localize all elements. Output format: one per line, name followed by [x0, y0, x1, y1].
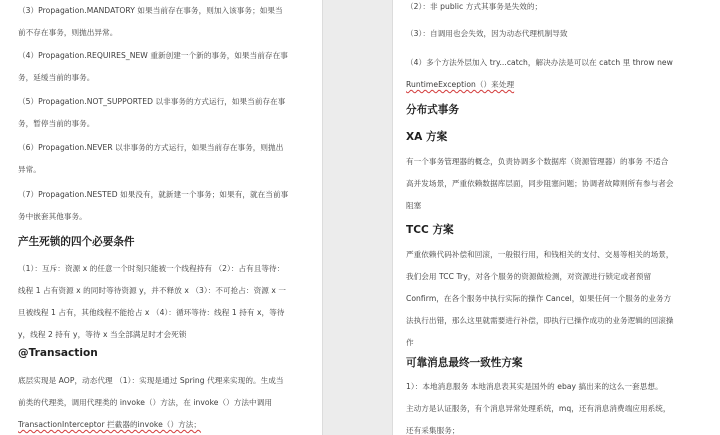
text-line: 法执行出错，那么这里就需要进行补偿，即执行已操作成功的业务逻辑的回滚操 [406, 316, 674, 325]
text-line: 务，暂停当前的事务。 [18, 119, 95, 128]
text-line: y，线程 2 持有 y，等待 x 当全部满足时才会死锁 [18, 330, 187, 339]
heading-reliable-message: 可靠消息最终一致性方案 [406, 357, 523, 369]
text-line: （7）Propagation.NESTED 如果没有，就新建一个事务；如果有，就在当前事 [18, 190, 289, 199]
text-line: 前类的代理类，调用代理类的 invoke（）方法，在 invoke（）方法中调用 [18, 398, 272, 407]
paragraph-mandatory [18, 0, 318, 44]
text-line: 务，延缓当前的事务。 [18, 73, 95, 82]
heading-distributed: 分布式事务 [406, 104, 459, 116]
text-line: 主动方是认证服务，有个消息异常处理系统，mq，还有消息消费端应用系统， [406, 404, 671, 413]
text-line: Confirm，在各个服务中执行实际的操作 Cancel，如果任何一个服务的业务方 [406, 294, 672, 303]
heading-transaction: @Transaction [18, 347, 98, 359]
text-line: 底层实现是 AOP，动态代理 （1）：实现是通过 Spring 代理来实现的。生成当 [18, 376, 284, 385]
paragraph-deadlock [18, 258, 318, 346]
paragraph-xa [406, 151, 714, 217]
text-line: 作 [406, 338, 414, 347]
paragraph-reliable-message [406, 376, 714, 435]
text-line: （4）Propagation.REQUIRES_NEW 重新创建一个新的事务，如果当前存在事 [18, 51, 288, 60]
paragraph-never [18, 137, 318, 181]
text-line: 务中嵌套其他事务。 [18, 212, 87, 221]
paragraph-not-supported [18, 91, 318, 135]
text-line: 旦被线程 1 占有，其他线程不能抢占 x （4）：循环等待：线程 1 持有 x，等待 [18, 308, 285, 317]
text-line: 异常。 [18, 165, 41, 174]
heading-tcc: TCC 方案 [406, 224, 454, 236]
text-line: （6）Propagation.NEVER 以非事务的方式运行，如果当前存在事务，则抛出 [18, 143, 284, 152]
paragraph-tcc [406, 244, 714, 354]
text-line: （2）：非 public 方式其事务是失效的； [406, 2, 543, 11]
text-line: 有一个事务管理器的概念，负责协调多个数据库（资源管理器）的事务 不适合 [406, 157, 669, 166]
page-gutter [322, 0, 393, 435]
paragraph-public [406, 0, 714, 18]
heading-deadlock: 产生死锁的四个必要条件 [18, 236, 135, 248]
paragraph-self-invoke [406, 23, 714, 45]
text-line: 高并发场景，严重依赖数据库层面，同步阻塞问题；协调者故障则所有参与者会 [406, 179, 674, 188]
text-line: 严重依赖代码补偿和回滚，一般银行用，和钱相关的支付、交易等相关的场景， [406, 250, 674, 259]
paragraph-nested [18, 184, 318, 228]
text-span: TransactionInterceptor 拦截器的invoke（）方法； [18, 420, 202, 429]
text-line: （3）：自调用也会失效，因为动态代理机制导致 [406, 29, 568, 38]
text-line: （5）Propagation.NOT_SUPPORTED 以非事务的方式运行，如果当前存在事 [18, 97, 286, 106]
heading-xa: XA 方案 [406, 131, 448, 143]
paragraph-transaction [18, 370, 318, 435]
text-line: 1）：本地消息服务 本地消息表其实是国外的 ebay 搞出来的这么一套思想。 [406, 382, 663, 391]
paragraph-try-catch [406, 52, 714, 96]
text-line: （4）多个方法外层加入 try...catch，解决办法是可以在 catch 里 throw new [406, 58, 673, 67]
text-line: （3）Propagation.MANDATORY 如果当前存在事务，则加入该事务；如果当 [18, 6, 283, 15]
text-line: 前不存在事务，则抛出异常。 [18, 28, 118, 37]
text-line: 阻塞 [406, 201, 422, 210]
text-line [18, 414, 318, 435]
text-line: 还有采集服务； [406, 426, 460, 435]
text-line: 我们会用 TCC Try，对各个服务的资源做检测，对资源进行锁定或者预留 [406, 272, 652, 281]
right-page [393, 0, 720, 435]
paragraph-requires-new [18, 45, 318, 89]
left-page [0, 0, 322, 435]
text-span: RuntimeException（）来处理 [406, 80, 515, 89]
text-line: （1）：互斥：资源 x 的任意一个时刻只能被一个线程持有 （2）：占有且等待： [18, 264, 285, 273]
text-line [406, 74, 714, 96]
text-line: 线程 1 占有资源 x 的同时等待资源 y，并不释放 x （3）：不可抢占：资源 x 一 [18, 286, 286, 295]
